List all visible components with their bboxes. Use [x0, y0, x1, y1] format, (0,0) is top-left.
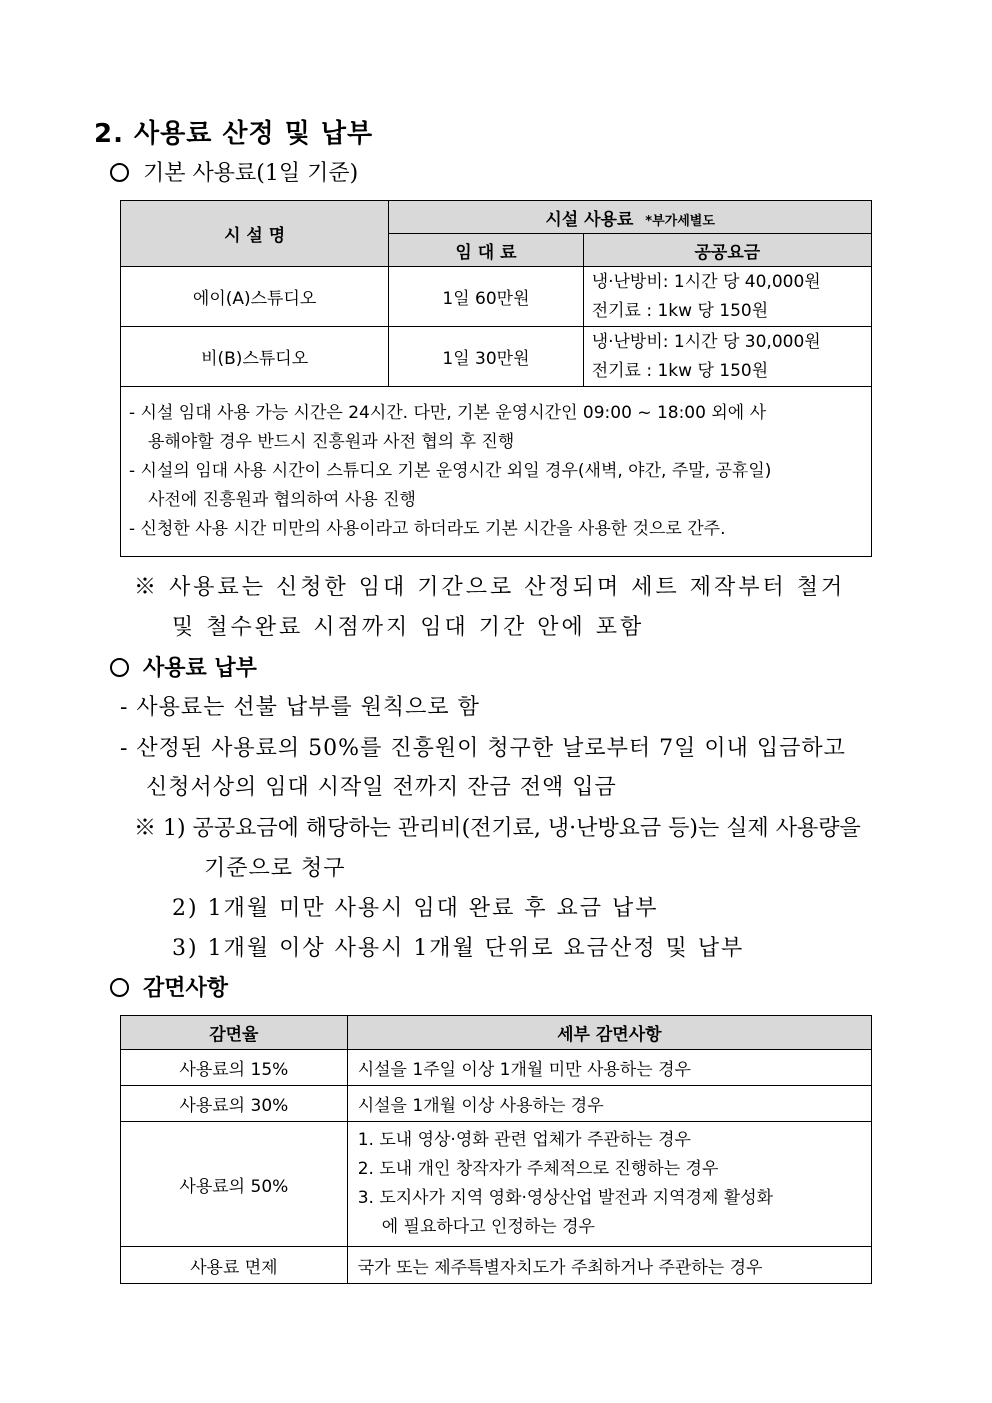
col-facility: 시 설 명: [121, 201, 389, 267]
discount-title: [110, 971, 228, 1002]
rent-value: 1일 30만원: [389, 327, 583, 387]
utility-line: 냉·난방비: 1시간 당 40,000원: [591, 271, 821, 292]
basic-fee-title: [110, 156, 358, 187]
utility-line: 냉·난방비: 1시간 당 30,000원: [591, 331, 821, 352]
facility-name: 비(B)스튜디오: [121, 327, 389, 387]
table-row: [121, 1086, 872, 1122]
payment-note: 2) 1개월 미만 사용시 임대 완료 후 요금 납부: [172, 896, 659, 921]
basic-fee-table: [120, 200, 872, 557]
payment-line: - 산정된 사용료의 50%를 진흥원이 청구한 날로부터 7일 이내 입금하고: [120, 736, 846, 761]
col-rent: 임 대 료: [389, 234, 583, 267]
discount-rate: 사용료의 50%: [121, 1122, 348, 1247]
table-row: [121, 1247, 872, 1284]
discount-detail: 시설을 1개월 이상 사용하는 경우: [347, 1086, 871, 1122]
utility-value: [583, 267, 871, 327]
note-line: 사전에 진흥원과 협의하여 사용 진행: [148, 490, 416, 510]
col-fee-group: [389, 201, 872, 234]
discount-detail: 국가 또는 제주특별자치도가 주최하거나 주관하는 경우: [347, 1247, 871, 1284]
detail-item: 2. 도내 개인 창작자가 주체적으로 진행하는 경우: [357, 1159, 719, 1179]
discount-detail: 시설을 1주일 이상 1개월 미만 사용하는 경우: [347, 1050, 871, 1086]
col-utility: 공공요금: [583, 234, 871, 267]
rent-value: 1일 60만원: [389, 267, 583, 327]
col-fee-group-label: 시설 사용료: [545, 209, 634, 230]
payment-note: 3) 1개월 이상 사용시 1개월 단위로 요금산정 및 납부: [172, 936, 745, 961]
utility-line: 전기료 : 1kw 당 150원: [591, 360, 769, 381]
note-line: - 신청한 사용 시간 미만의 사용이라고 하더라도 기본 시간을 사용한 것으로 간주.: [129, 519, 726, 539]
notes-cell: [121, 387, 872, 557]
discount-rate: 사용료의 30%: [121, 1086, 348, 1122]
col-detail: 세부 감면사항: [347, 1016, 871, 1050]
note-line: 용해야할 경우 반드시 진흥원과 사전 협의 후 진행: [148, 432, 515, 452]
utility-line: 전기료 : 1kw 당 150원: [591, 300, 769, 321]
note-line: - 시설 임대 사용 가능 시간은 24시간. 다만, 기본 운영시간인 09:00 ~ 18:00 외에 사: [129, 403, 767, 423]
section-heading: 2. 사용료 산정 및 납부: [94, 119, 374, 149]
basic-fee-title-text: 기본 사용료(1일 기준): [143, 161, 359, 186]
discount-rate: 사용료의 15%: [121, 1050, 348, 1086]
table-row: [121, 327, 872, 387]
table-row: [121, 1122, 872, 1247]
detail-item: 1. 도내 영상·영화 관련 업체가 주관하는 경우: [357, 1130, 691, 1150]
utility-value: [583, 327, 871, 387]
col-rate: 감면율: [121, 1016, 348, 1050]
circle-bullet-icon: [110, 978, 129, 997]
discount-rate: 사용료 면제: [121, 1247, 348, 1284]
circle-bullet-icon: [110, 163, 129, 182]
notes-row: [121, 387, 872, 557]
col-fee-note: *부가세별도: [645, 213, 715, 229]
payment-title: [110, 651, 257, 682]
payment-line: 신청서상의 임대 시작일 전까지 잔금 전액 입금: [146, 775, 617, 800]
circle-bullet-icon: [110, 658, 129, 677]
facility-name: 에이(A)스튜디오: [121, 267, 389, 327]
payment-line: - 사용료는 선불 납부를 원칙으로 함: [120, 695, 480, 720]
detail-item: 에 필요하다고 인정하는 경우: [381, 1217, 595, 1237]
table-row: [121, 1050, 872, 1086]
table-row: [121, 267, 872, 327]
detail-item: 3. 도지사가 지역 영화·영상산업 발전과 지역경제 활성화: [357, 1188, 774, 1208]
remark-line: ※ 사용료는 신청한 임대 기간으로 산정되며 세트 제작부터 철거: [134, 575, 846, 600]
payment-title-text: 사용료 납부: [143, 656, 257, 681]
discount-detail-list: [347, 1122, 871, 1247]
discount-title-text: 감면사항: [143, 976, 229, 1001]
payment-note: 기준으로 청구: [204, 856, 346, 881]
discount-table: [120, 1015, 872, 1284]
note-line: - 시설의 임대 사용 시간이 스튜디오 기본 운영시간 외일 경우(새벽, 야간, 주말, 공휴일): [129, 461, 772, 481]
payment-note: ※ 1) 공공요금에 해당하는 관리비(전기료, 냉·난방요금 등)는 실제 사용량을: [134, 816, 861, 841]
remark-line: 및 철수완료 시점까지 임대 기간 안에 포함: [172, 615, 645, 640]
